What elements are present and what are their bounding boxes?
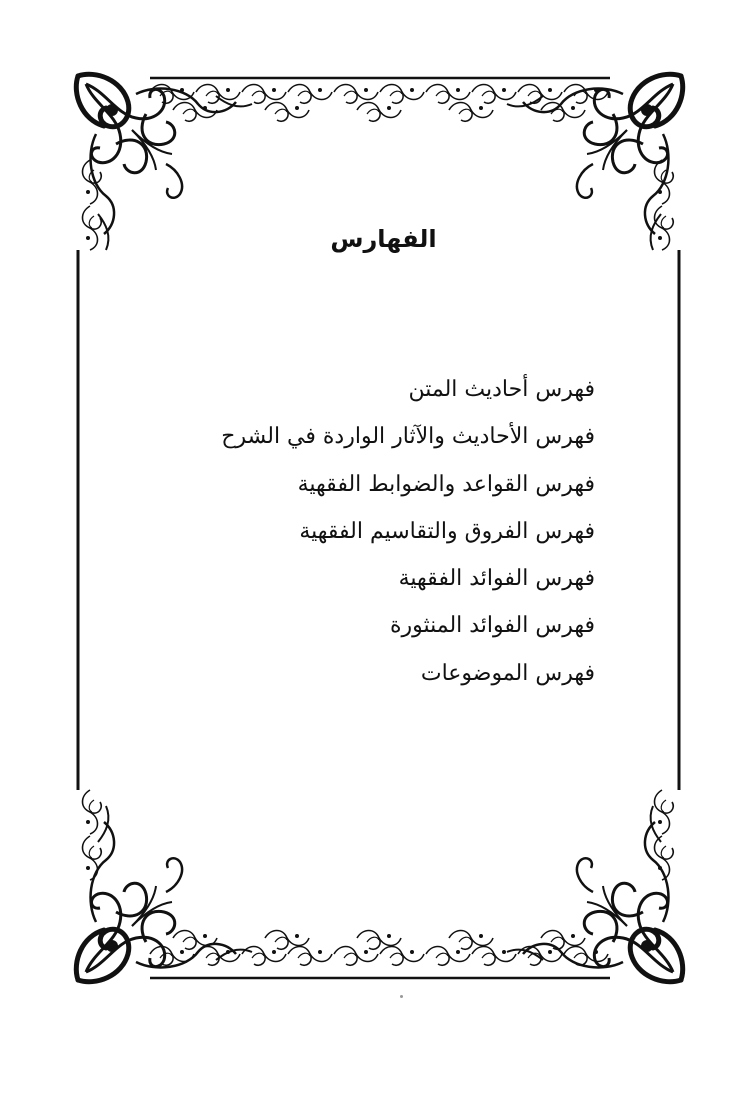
list-item: فهرس القواعد والضوابط الفقهية (297, 471, 595, 497)
index-list (155, 366, 595, 697)
list-item: فهرس الموضوعات (420, 660, 595, 686)
list-item: فهرس أحاديث المتن (408, 377, 595, 402)
page-title-text: الفهارس (330, 225, 437, 253)
scan-speck (400, 995, 403, 998)
page-title (0, 225, 755, 253)
list-item: فهرس الفوائد المنثورة (389, 613, 595, 639)
list-item: فهرس الأحاديث والآثار الواردة في الشرح (221, 424, 595, 450)
list-item: فهرس الفروق والتقاسيم الفقهية (299, 518, 595, 544)
list-item: فهرس الفوائد الفقهية (398, 566, 595, 592)
